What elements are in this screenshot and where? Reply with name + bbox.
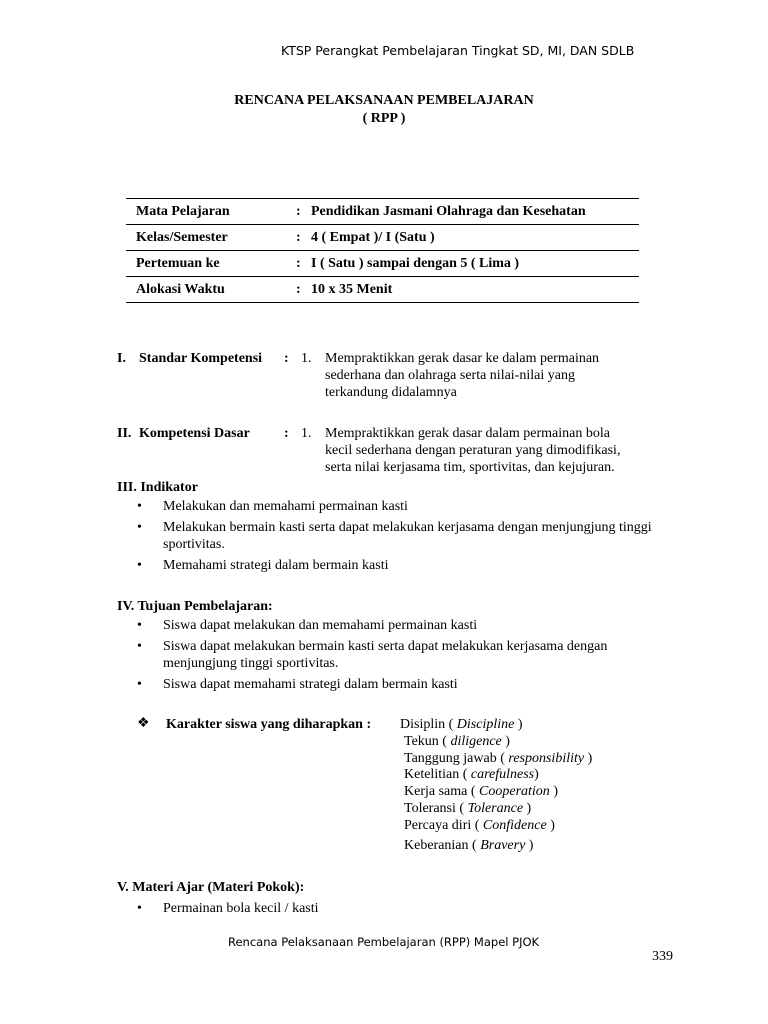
info-label: Mata Pelajaran — [126, 199, 296, 225]
info-table — [126, 198, 639, 303]
list-item: • Memahami strategi dalam bermain kasti — [137, 558, 389, 573]
text-line: terkandung didalamnya — [325, 385, 457, 400]
section-2-colon: : — [284, 426, 289, 441]
indikator-list — [137, 498, 665, 578]
bullet-icon: • — [137, 639, 142, 654]
list-item: • Siswa dapat melakukan bermain kasti serta dapat melakukan kerjasama dengan menjungjung tinggi sportivitas. — [137, 639, 608, 671]
diamond-bullet-icon: ❖ — [137, 716, 150, 731]
list-item: • Siswa dapat memahami strategi dalam bermain kasti — [137, 677, 458, 692]
text-line: Mempraktikkan gerak dasar dalam permainan bola — [325, 426, 610, 441]
bullet-icon: • — [137, 618, 142, 633]
karakter-item: Percaya diri ( Confidence ) — [404, 817, 555, 833]
section-1-colon: : — [284, 351, 289, 366]
bullet-icon: • — [137, 499, 142, 514]
info-value: I ( Satu ) sampai dengan 5 ( Lima ) — [311, 251, 639, 277]
info-colon: : — [296, 199, 311, 225]
karakter-item: Tanggung jawab ( responsibility ) — [404, 750, 593, 766]
karakter-item: Keberanian ( Bravery ) — [404, 837, 534, 853]
info-row — [126, 277, 639, 303]
info-row — [126, 199, 639, 225]
karakter-item: Ketelitian ( carefulness) — [404, 767, 539, 783]
karakter-item: Kerja sama ( Cooperation ) — [404, 784, 558, 800]
section-1-label: Standar Kompetensi — [139, 351, 263, 366]
text-line: serta nilai kerjasama tim, sportivitas, dan kejujuran. — [325, 460, 615, 475]
bullet-icon: • — [137, 558, 142, 573]
page-footer: Rencana Pelaksanaan Pembelajaran (RPP) Mapel PJOK — [228, 935, 540, 949]
info-label: Pertemuan ke — [126, 251, 296, 277]
section-4-title: IV. Tujuan Pembelajaran: — [117, 599, 273, 614]
info-value: 10 x 35 Menit — [311, 277, 639, 303]
bullet-icon: • — [137, 520, 142, 535]
section-1-numeral: I. — [117, 351, 126, 366]
list-item: • Permainan bola kecil / kasti — [137, 901, 319, 916]
text-line: kecil sederhana dengan peraturan yang dimodifikasi, — [325, 443, 621, 458]
list-item: • Melakukan bermain kasti serta dapat melakukan kerjasama dengan menjungjung tinggi sportivitas. — [137, 520, 652, 552]
info-label: Kelas/Semester — [126, 225, 296, 251]
section-1-item-number: 1. — [301, 351, 312, 366]
section-1-text — [325, 350, 665, 401]
tujuan-list — [137, 617, 683, 697]
page-header: KTSP Perangkat Pembelajaran Tingkat SD, MI, DAN SDLB — [281, 43, 635, 58]
karakter-item: Disiplin ( Discipline ) — [400, 717, 523, 732]
section-3-title: III. Indikator — [117, 480, 198, 495]
info-value: 4 ( Empat )/ I (Satu ) — [311, 225, 639, 251]
section-2-numeral: II. — [117, 426, 132, 441]
section-2-label: Kompetensi Dasar — [139, 426, 250, 441]
info-row — [126, 251, 639, 277]
info-value: Pendidikan Jasmani Olahraga dan Kesehatan — [311, 199, 639, 225]
karakter-item: Tekun ( diligence ) — [404, 733, 510, 749]
bullet-icon: • — [137, 901, 142, 916]
karakter-label: Karakter siswa yang diharapkan : — [166, 717, 372, 732]
section-2-item-number: 1. — [301, 426, 312, 441]
info-colon: : — [296, 251, 311, 277]
info-colon: : — [296, 225, 311, 251]
list-item: • Melakukan dan memahami permainan kasti — [137, 499, 408, 514]
info-label: Alokasi Waktu — [126, 277, 296, 303]
list-item: • Siswa dapat melakukan dan memahami permainan kasti — [137, 618, 478, 633]
info-colon: : — [296, 277, 311, 303]
karakter-list — [400, 716, 593, 853]
info-row — [126, 225, 639, 251]
materi-list — [137, 900, 663, 921]
section-5-title: V. Materi Ajar (Materi Pokok): — [117, 880, 305, 895]
document-title: RENCANA PELAKSANAAN PEMBELAJARAN — [234, 93, 534, 108]
bullet-icon: • — [137, 677, 142, 692]
document-subtitle: ( RPP ) — [362, 111, 406, 126]
section-2-text — [325, 425, 665, 476]
text-line: Mempraktikkan gerak dasar ke dalam permainan — [325, 351, 600, 366]
page-number: 339 — [652, 949, 673, 964]
text-line: sederhana dan olahraga serta nilai-nilai yang — [325, 368, 575, 383]
karakter-item: Toleransi ( Tolerance ) — [404, 800, 532, 816]
